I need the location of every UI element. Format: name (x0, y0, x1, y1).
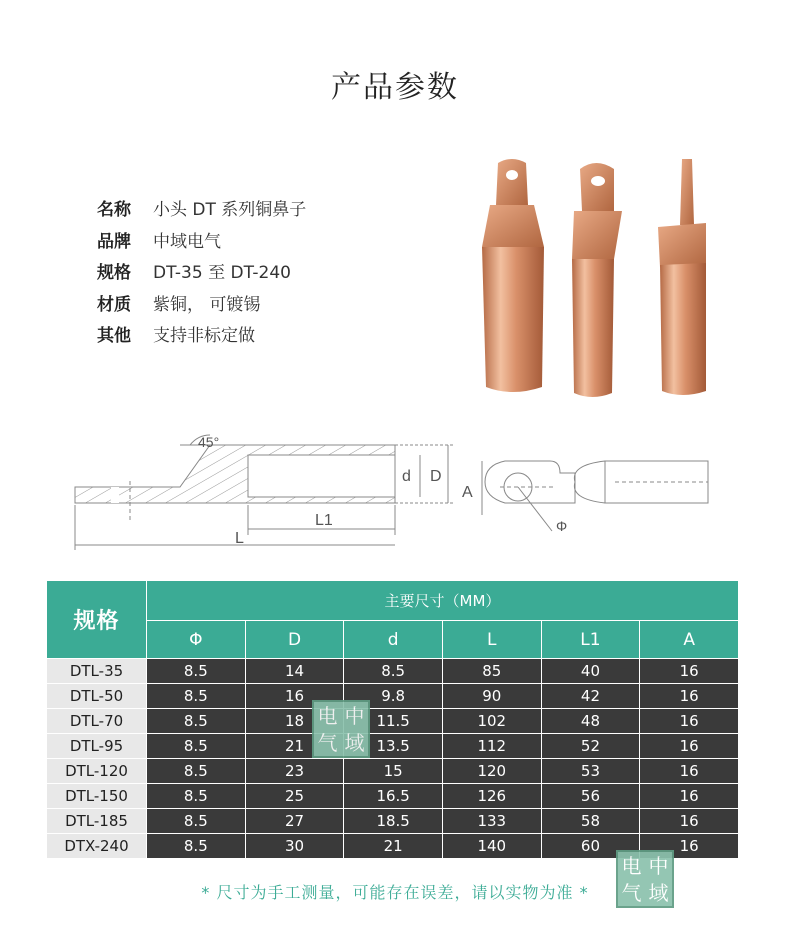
lug-1 (482, 159, 544, 392)
table-row (47, 784, 739, 809)
watermark-char: 电 (317, 703, 338, 728)
table-cell: 126 (442, 784, 541, 809)
spec-value: 支持非标定做 (153, 326, 255, 347)
spec-key: 规格 (97, 263, 131, 284)
table-cell: 8.5 (147, 734, 246, 759)
table-row (47, 684, 739, 709)
dim-L: L (235, 530, 244, 547)
table-cell: 8.5 (147, 659, 246, 684)
table-cell: 21 (344, 834, 443, 859)
table-row (47, 659, 739, 684)
table-cell: 18.5 (344, 809, 443, 834)
table-cell: 23 (245, 759, 344, 784)
watermark-char: 电 (621, 853, 642, 878)
table-cell: 16.5 (344, 784, 443, 809)
technical-drawing (60, 425, 740, 555)
product-photo (468, 155, 718, 400)
table-cell: 16 (640, 834, 739, 859)
spec-value: DT-35 至 DT-240 (153, 263, 291, 284)
table-cell: 8.5 (147, 809, 246, 834)
table-cell: 11.5 (344, 709, 443, 734)
table-cell: 52 (541, 734, 640, 759)
dim-L1: L1 (315, 512, 333, 529)
dim-D: D (430, 468, 442, 485)
table-cell: 9.8 (344, 684, 443, 709)
table-cell: 16 (640, 659, 739, 684)
spec-key: 其他 (97, 326, 131, 347)
page-title: 产品参数 (331, 70, 459, 105)
table-cell: 16 (640, 709, 739, 734)
table-cell: 16 (640, 809, 739, 834)
table-cell: 16 (640, 784, 739, 809)
table-cell: 8.5 (147, 684, 246, 709)
table-cell: 8.5 (147, 834, 246, 859)
spec-key: 名称 (97, 200, 131, 221)
spec-row-material (97, 287, 306, 319)
table-cell: 16 (245, 684, 344, 709)
table-group-header: 主要尺寸（MM） (147, 581, 739, 621)
side-view (75, 435, 455, 550)
lug-2 (572, 163, 622, 397)
column-header: Φ (147, 621, 246, 659)
spec-row-other (97, 318, 306, 350)
table-row (47, 734, 739, 759)
table-cell-model: DTL-120 (47, 759, 147, 784)
table-cell-model: DTL-70 (47, 709, 147, 734)
table-cell-model: DTL-185 (47, 809, 147, 834)
watermark-char: 中 (648, 853, 669, 878)
spec-value: 中域电气 (153, 231, 221, 252)
dim-phi: Φ (556, 518, 568, 534)
table-cell: 53 (541, 759, 640, 784)
table-cell: 16 (640, 684, 739, 709)
table-cell: 40 (541, 659, 640, 684)
watermark-char: 域 (648, 880, 669, 905)
top-view (482, 461, 708, 531)
table-row (47, 809, 739, 834)
spec-key: 材质 (97, 294, 131, 315)
watermark-stamp (312, 700, 370, 758)
table-cell: 16 (640, 759, 739, 784)
table-cell: 58 (541, 809, 640, 834)
table-row (47, 759, 739, 784)
table-cell: 8.5 (344, 659, 443, 684)
table-cell: 30 (245, 834, 344, 859)
dim-A: A (462, 484, 473, 501)
dim-angle: 45° (198, 434, 220, 450)
lug-3 (658, 159, 706, 395)
watermark-char: 气 (621, 880, 642, 905)
table-cell: 8.5 (147, 759, 246, 784)
table-cell: 27 (245, 809, 344, 834)
spec-row-size (97, 255, 306, 287)
table-cell-model: DTL-95 (47, 734, 147, 759)
spec-row-name (97, 192, 306, 224)
spec-key: 品牌 (97, 231, 131, 252)
table-cell: 42 (541, 684, 640, 709)
table-cell-model: DTL-50 (47, 684, 147, 709)
table-cell: 16 (640, 734, 739, 759)
table-cell: 15 (344, 759, 443, 784)
table-cell: 60 (541, 834, 640, 859)
dim-d: d (402, 468, 411, 485)
table-cell: 133 (442, 809, 541, 834)
watermark-char: 气 (317, 730, 338, 755)
table-cell: 21 (245, 734, 344, 759)
table-cell: 85 (442, 659, 541, 684)
table-cell: 8.5 (147, 709, 246, 734)
table-cell: 56 (541, 784, 640, 809)
table-cell: 120 (442, 759, 541, 784)
table-cell: 112 (442, 734, 541, 759)
spec-value: 小头 DT 系列铜鼻子 (153, 200, 307, 221)
table-cell: 90 (442, 684, 541, 709)
table-corner-header: 规格 (47, 581, 147, 659)
table-cell: 48 (541, 709, 640, 734)
spec-list (97, 192, 306, 350)
table-cell: 18 (245, 709, 344, 734)
table-cell: 140 (442, 834, 541, 859)
spec-table (46, 580, 739, 859)
table-cell: 25 (245, 784, 344, 809)
column-header: L (442, 621, 541, 659)
table-cell-model: DTL-35 (47, 659, 147, 684)
table-cell: 13.5 (344, 734, 443, 759)
spec-row-brand (97, 224, 306, 256)
table-cell: 102 (442, 709, 541, 734)
table-cell: 14 (245, 659, 344, 684)
footnote: * 尺寸为手工测量，可能存在误差，请以实物为准 * (201, 883, 589, 902)
watermark-char: 域 (344, 730, 365, 755)
table-cell: 8.5 (147, 784, 246, 809)
column-header: L1 (541, 621, 640, 659)
column-header: A (640, 621, 739, 659)
table-cell-model: DTL-150 (47, 784, 147, 809)
column-header: d (344, 621, 443, 659)
column-header: D (245, 621, 344, 659)
table-cell-model: DTX-240 (47, 834, 147, 859)
watermark-char: 中 (344, 703, 365, 728)
table-body (47, 659, 739, 859)
table-row (47, 709, 739, 734)
spec-value: 紫铜， 可镀锡 (153, 294, 261, 315)
